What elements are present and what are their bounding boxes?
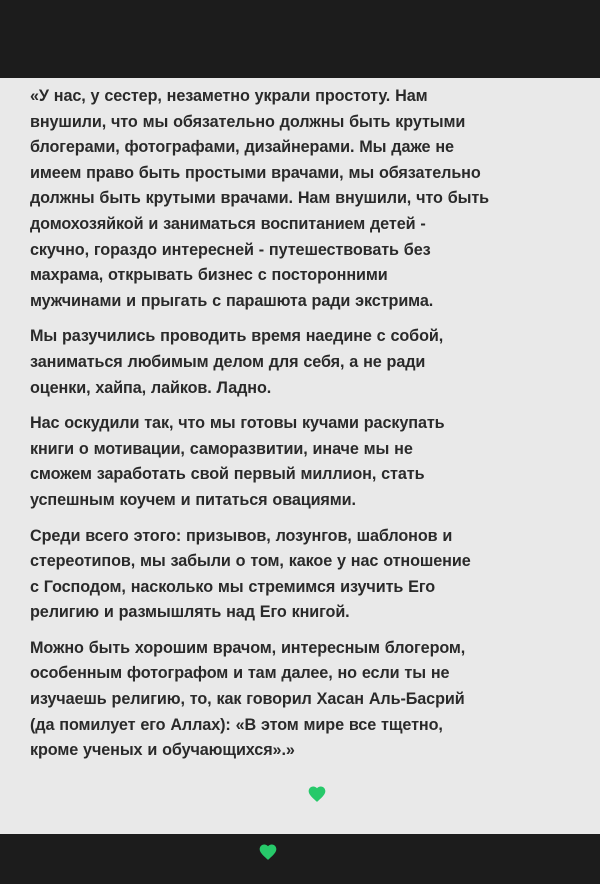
text-line: должны быть крутыми врачами. Нам внушили, что быть <box>30 189 489 208</box>
text-line: успешным коучем и питаться овациями. <box>30 490 356 509</box>
text-line: блогерами, фотографами, дизайнерами. Мы даже не <box>30 138 454 157</box>
green-heart-icon <box>307 784 327 804</box>
text-line: Нас оскудили так, что мы готовы кучами раскупать <box>30 414 445 433</box>
text-line: сможем заработать свой первый миллион, стать <box>30 465 425 484</box>
text-line: мужчинами и прыгать с парашюта ради экстрима. <box>30 291 434 310</box>
text-line: особенным фотографом и там далее, но если ты не <box>30 664 450 683</box>
text-line: кроме ученых и обучающихся».» <box>30 741 295 760</box>
green-heart-icon <box>307 784 327 804</box>
paragraph <box>30 411 572 513</box>
text-line: стереотипов, мы забыли о том, какое у нас отношение <box>30 552 471 571</box>
text-line: оценки, хайпа, лайков. Ладно. <box>30 378 272 397</box>
paragraph <box>30 524 572 626</box>
paragraph <box>30 84 572 314</box>
text-line: домохозяйкой и заниматься воспитанием детей - <box>30 214 426 233</box>
green-heart-icon <box>258 842 278 862</box>
paragraph <box>30 324 572 401</box>
text-line: с Господом, насколько мы стремимся изучить Его <box>30 577 436 596</box>
text-line: имеем право быть простыми врачами, мы обязательно <box>30 163 481 182</box>
green-heart-icon <box>258 842 278 862</box>
text-line: махрама, открывать бизнес с посторонними <box>30 266 388 285</box>
text-line: (да помилует его Аллах): «В этом мире все тщетно, <box>30 715 443 734</box>
text-line: «У нас, у сестер, незаметно украли простоту. Нам <box>30 87 428 105</box>
text-line: книги о мотивации, саморазвитии, иначе мы не <box>30 439 413 458</box>
text-line: Мы разучились проводить время наедине с собой, <box>30 327 444 346</box>
text-line: изучаешь религию, то, как говорил Хасан Аль-Басрий <box>30 690 465 709</box>
paragraph <box>30 636 572 764</box>
text-line: скучно, гораздо интересней - путешествовать без <box>30 240 431 259</box>
text-line: внушили, что мы обязательно должны быть крутыми <box>30 112 466 131</box>
text-photo <box>0 78 600 834</box>
text-line: Среди всего этого: призывов, лозунгов, шаблонов и <box>30 526 453 545</box>
text-line: заниматься любимым делом для себя, а не ради <box>30 352 426 371</box>
text-line: Можно быть хорошим врачом, интересным блогером, <box>30 638 466 657</box>
text-line: религию и размышлять над Его книгой. <box>30 603 350 622</box>
